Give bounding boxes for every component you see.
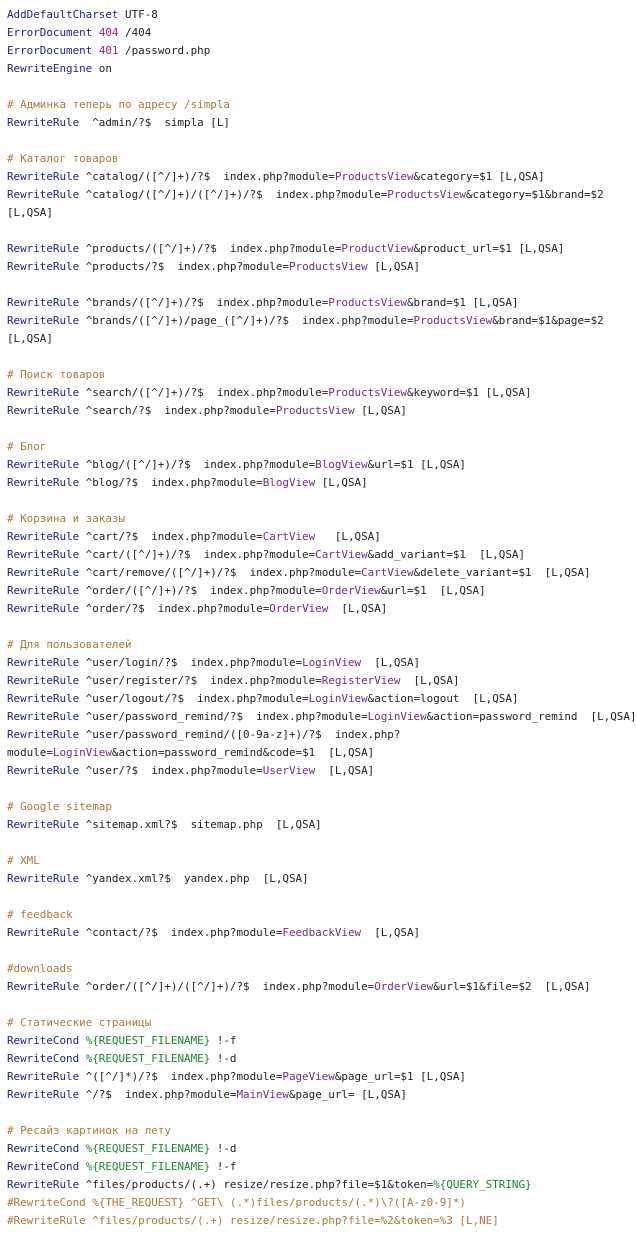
directive: RewriteRule (7, 242, 80, 255)
directive: RewriteRule (7, 818, 80, 831)
directive: RewriteRule (7, 584, 80, 597)
code-line (7, 1194, 600, 1212)
blank-line (7, 276, 600, 294)
directive: RewriteCond (7, 1160, 80, 1173)
code-line (7, 294, 600, 312)
code-text: !-d (210, 1142, 237, 1155)
module-name: OrderView (321, 584, 381, 597)
module-name: ProductsView (288, 260, 368, 273)
code-line (7, 690, 600, 708)
comment: # XML (7, 854, 40, 867)
code-line (7, 438, 600, 456)
code-text: ^user/password_remind/([0-9a-z]+)/?$ index.php? (79, 728, 401, 741)
module-name: OrderView (269, 602, 329, 615)
code-line (7, 42, 600, 60)
directive: RewriteRule (7, 260, 80, 273)
blank-line (7, 222, 600, 240)
directive: RewriteEngine (7, 62, 93, 75)
directive: ErrorDocument (7, 44, 93, 57)
code-text: ^products/([^/]+)/?$ index.php?module= (79, 242, 342, 255)
blank-line (7, 132, 600, 150)
code-line (7, 978, 600, 996)
code-text: [L,QSA] (7, 332, 53, 345)
code-line (7, 150, 600, 168)
server-variable: %{REQUEST_FILENAME} (85, 1160, 211, 1173)
status-code: 401 (98, 44, 119, 57)
code-line (7, 528, 600, 546)
server-variable: %{REQUEST_FILENAME} (85, 1034, 211, 1047)
code-text: &brand=$1&page=$2 (492, 314, 604, 327)
module-name: LoginView (308, 692, 368, 705)
code-text: ^user/password_remind/?$ index.php?module= (79, 710, 368, 723)
module-name: ProductView (341, 242, 414, 255)
module-name: ProductsView (275, 404, 355, 417)
code-line (7, 1212, 600, 1230)
module-name: ProductsView (328, 386, 407, 399)
module-name: ProductsView (413, 314, 493, 327)
code-text: &category=$1&brand=$2 (465, 188, 604, 201)
code-line (7, 330, 600, 348)
code-text: ^([^/]*)/?$ index.php?module= (79, 1070, 283, 1083)
code-line (7, 1050, 600, 1068)
directive: RewriteRule (7, 926, 80, 939)
comment: #RewriteCond %{THE_REQUEST} ^GET\ (.*)files/products/(.*)\?([A-z0-9]*) (7, 1196, 466, 1209)
code-text: &action=logout [L,QSA] (367, 692, 519, 705)
code-text: &add_variant=$1 [L,QSA] (367, 548, 526, 561)
comment: # Для пользователей (7, 638, 132, 651)
code-line (7, 402, 600, 420)
code-text: ^blog/([^/]+)/?$ index.php?module= (79, 458, 316, 471)
directive: RewriteRule (7, 1088, 80, 1101)
code-text: [L,QSA] (354, 404, 407, 417)
comment: #downloads (7, 962, 73, 975)
code-text: ^yandex.xml?$ yandex.php [L,QSA] (79, 872, 309, 885)
code-line (7, 384, 600, 402)
module-name: ProductsView (334, 170, 414, 183)
code-text: &brand=$1 [L,QSA] (406, 296, 519, 309)
code-text: [L,QSA] (367, 260, 421, 273)
module-name: LoginView (302, 656, 362, 669)
code-line (7, 906, 600, 924)
module-name: LoginView (367, 710, 427, 723)
blank-line (7, 888, 600, 906)
code-line (7, 600, 600, 618)
directive: RewriteRule (7, 296, 80, 309)
code-text: [L,QSA] (315, 530, 381, 543)
directive: RewriteRule (7, 872, 80, 885)
code-text: ^user/?$ index.php?module= (79, 764, 263, 777)
code-text: ^sitemap.xml?$ sitemap.php [L,QSA] (79, 818, 322, 831)
status-code: 404 (98, 26, 119, 39)
code-line (7, 798, 600, 816)
server-variable: %{REQUEST_FILENAME} (85, 1142, 211, 1155)
code-line (7, 1086, 600, 1104)
code-line (7, 312, 604, 330)
code-line (7, 1122, 600, 1140)
code-text: ^user/logout/?$ index.php?module= (79, 692, 309, 705)
directive: RewriteCond (7, 1142, 80, 1155)
code-line (7, 564, 600, 582)
code-text: [L,QSA] (328, 602, 388, 615)
code-text: ^contact/?$ index.php?module= (79, 926, 283, 939)
directive: RewriteRule (7, 458, 80, 471)
directive: RewriteRule (7, 764, 80, 777)
code-text: &page_url= [L,QSA] (288, 1088, 407, 1101)
directive: RewriteRule (7, 548, 80, 561)
module-name: ProductsView (387, 188, 466, 201)
comment: # Статические страницы (7, 1016, 152, 1029)
directive: AddDefaultCharset (7, 8, 119, 21)
code-text: ^catalog/([^/]+)/?$ index.php?module= (79, 170, 335, 183)
code-line (7, 546, 600, 564)
code-text: ^user/register/?$ index.php?module= (79, 674, 322, 687)
code-line (7, 240, 600, 258)
directive: RewriteRule (7, 980, 80, 993)
code-text: ^/?$ index.php?module= (79, 1088, 237, 1101)
code-text: module= (7, 746, 53, 759)
code-text: [L,QSA] (361, 656, 421, 669)
directive: RewriteRule (7, 566, 80, 579)
code-line (7, 708, 636, 726)
server-variable: %{REQUEST_FILENAME} (85, 1052, 211, 1065)
code-line (7, 816, 600, 834)
blank-line (7, 492, 600, 510)
code-line (7, 582, 600, 600)
directive: RewriteRule (7, 1178, 80, 1191)
code-text: on (92, 62, 112, 75)
directive: RewriteRule (7, 710, 80, 723)
comment: #RewriteRule ^files/products/(.+) resize/resize.php?file=%2&token=%3 [L,NE] (7, 1214, 499, 1227)
code-text: &action=password_remind&code=$1 [L,QSA] (111, 746, 375, 759)
code-text: !-f (210, 1034, 237, 1047)
comment: # Админка теперь по адресу /simpla (7, 98, 230, 111)
code-line (7, 474, 600, 492)
code-text: ^search/?$ index.php?module= (79, 404, 276, 417)
comment: # Каталог товаров (7, 152, 119, 165)
code-line (7, 744, 600, 762)
module-name: CartView (315, 548, 368, 561)
blank-line (7, 780, 600, 798)
blank-line (7, 348, 600, 366)
code-text: ^brands/([^/]+)/page_([^/]+)/?$ index.php?module= (79, 314, 414, 327)
code-line (7, 762, 600, 780)
code-line (7, 1140, 600, 1158)
code-text: ^cart/([^/]+)/?$ index.php?module= (79, 548, 316, 561)
code-line (7, 636, 600, 654)
code-line (7, 1068, 600, 1086)
code-line (7, 654, 600, 672)
code-text: ^blog/?$ index.php?module= (79, 476, 263, 489)
code-text: UTF-8 (118, 8, 158, 21)
code-line (7, 726, 600, 744)
directive: RewriteRule (7, 314, 80, 327)
directive: ErrorDocument (7, 26, 93, 39)
code-text: [L,QSA] (400, 674, 460, 687)
code-line (7, 6, 600, 24)
server-variable: %{QUERY_STRING} (433, 1178, 532, 1191)
code-line (7, 1176, 600, 1194)
code-line (7, 960, 600, 978)
directive: RewriteRule (7, 116, 80, 129)
code-text: [L,QSA] (361, 926, 421, 939)
code-text: /404 (118, 26, 152, 39)
code-line (7, 1032, 600, 1050)
code-line (7, 1014, 600, 1032)
module-name: CartView (262, 530, 316, 543)
module-name: RegisterView (321, 674, 401, 687)
blank-line (7, 834, 600, 852)
code-text: &url=$1&file=$2 [L,QSA] (433, 980, 591, 993)
blank-line (7, 420, 600, 438)
blank-line (7, 996, 600, 1014)
comment: # feedback (7, 908, 73, 921)
blank-line (7, 618, 600, 636)
comment: # Google sitemap (7, 800, 112, 813)
directive: RewriteRule (7, 674, 80, 687)
code-line (7, 186, 604, 204)
module-name: CartView (361, 566, 414, 579)
module-name: BlogView (262, 476, 316, 489)
directive: RewriteRule (7, 188, 80, 201)
comment: # Корзина и заказы (7, 512, 126, 525)
code-line (7, 96, 600, 114)
directive: RewriteRule (7, 170, 80, 183)
code-text: ^files/products/(.+) resize/resize.php?file=$1&token= (79, 1178, 434, 1191)
module-name: ProductsView (328, 296, 407, 309)
code-text: ^cart/remove/([^/]+)/?$ index.php?module= (79, 566, 362, 579)
code-line (7, 672, 600, 690)
module-name: OrderView (374, 980, 434, 993)
code-text: !-f (210, 1160, 237, 1173)
module-name: UserView (262, 764, 316, 777)
directive: RewriteRule (7, 692, 80, 705)
code-line (7, 924, 600, 942)
code-line (7, 870, 600, 888)
blank-line (7, 1104, 600, 1122)
directive: RewriteRule (7, 476, 80, 489)
code-line (7, 24, 600, 42)
code-text: [L,QSA] (7, 206, 53, 219)
code-text: &action=password_remind [L,QSA] (426, 710, 636, 723)
module-name: MainView (236, 1088, 289, 1101)
code-text: ^user/login/?$ index.php?module= (79, 656, 303, 669)
blank-line (7, 942, 600, 960)
code-line (7, 366, 600, 384)
code-text: &delete_variant=$1 [L,QSA] (413, 566, 591, 579)
directive: RewriteCond (7, 1034, 80, 1047)
code-text: !-d (210, 1052, 237, 1065)
code-text: &url=$1 [L,QSA] (380, 584, 486, 597)
code-text: /password.php (118, 44, 211, 57)
code-text: ^order/?$ index.php?module= (79, 602, 270, 615)
directive: RewriteRule (7, 728, 80, 741)
code-text: ^brands/([^/]+)/?$ index.php?module= (79, 296, 329, 309)
code-line (7, 204, 600, 222)
code-text: ^order/([^/]+)/([^/]+)/?$ index.php?module= (79, 980, 375, 993)
module-name: PageView (282, 1070, 335, 1083)
code-text: ^catalog/([^/]+)/([^/]+)/?$ index.php?module= (79, 188, 388, 201)
code-line (7, 114, 600, 132)
comment: # Ресайз картинок на лету (7, 1124, 171, 1137)
code-text: ^cart/?$ index.php?module= (79, 530, 263, 543)
directive: RewriteRule (7, 404, 80, 417)
code-line (7, 258, 600, 276)
code-line (7, 456, 600, 474)
code-text: &url=$1 [L,QSA] (367, 458, 466, 471)
comment: # Поиск товаров (7, 368, 106, 381)
code-text: &keyword=$1 [L,QSA] (406, 386, 532, 399)
code-text: [L,QSA] (315, 764, 375, 777)
code-text: [L,QSA] (315, 476, 368, 489)
code-line (7, 1158, 600, 1176)
blank-line (7, 78, 600, 96)
module-name: FeedbackView (282, 926, 362, 939)
code-line (7, 60, 600, 78)
code-line (7, 168, 600, 186)
directive: RewriteCond (7, 1052, 80, 1065)
code-text: ^order/([^/]+)/?$ index.php?module= (79, 584, 322, 597)
code-text: &category=$1 [L,QSA] (413, 170, 545, 183)
module-name: LoginView (52, 746, 112, 759)
directive: RewriteRule (7, 386, 80, 399)
code-line (7, 510, 600, 528)
comment: # Блог (7, 440, 47, 453)
code-text: ^products/?$ index.php?module= (79, 260, 289, 273)
code-text: ^admin/?$ simpla [L] (79, 116, 230, 129)
code-text: &product_url=$1 [L,QSA] (413, 242, 565, 255)
directive: RewriteRule (7, 656, 80, 669)
code-line (7, 852, 600, 870)
directive: RewriteRule (7, 1070, 80, 1083)
module-name: BlogView (315, 458, 368, 471)
directive: RewriteRule (7, 530, 80, 543)
code-text: ^search/([^/]+)/?$ index.php?module= (79, 386, 329, 399)
code-text: &page_url=$1 [L,QSA] (334, 1070, 466, 1083)
directive: RewriteRule (7, 602, 80, 615)
